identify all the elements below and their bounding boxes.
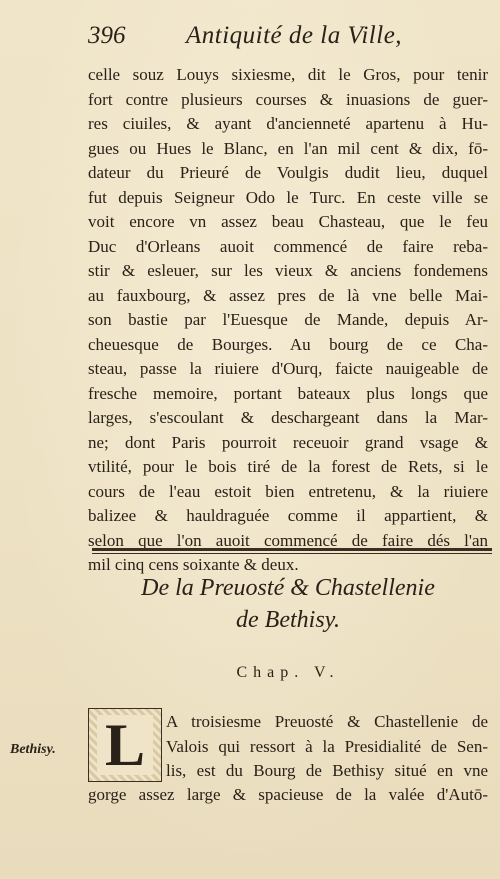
running-head bbox=[88, 22, 488, 62]
text-line: steau, passe la riuiere d'Ourq, faicte nauigeable de bbox=[88, 359, 488, 378]
text-line: vtilité, pour le bois tiré de la forest de Rets, si le bbox=[88, 457, 488, 476]
ornamental-initial-letter: L bbox=[97, 715, 153, 775]
text-line: son bastie par l'Euesque de Mande, depuis Ar- bbox=[88, 310, 488, 329]
text-line: gorge assez large & spacieuse de la valée d'Autō- bbox=[88, 785, 488, 804]
running-title: Antiquité de la Ville, bbox=[186, 22, 403, 49]
text-line: fresche memoire, portant bateaux plus longs que bbox=[88, 383, 488, 403]
text-line: celle souz Louys sixiesme, dit le Gros, pour tenir bbox=[88, 65, 488, 84]
text-line: Valois qui ressort à la Presidialité de Sen- bbox=[166, 736, 488, 756]
text-line: dateur du Prieuré de Voulgis dudit lieu, duquel bbox=[88, 163, 488, 182]
text-line: res ciuiles, & ayant d'ancienneté apartenu à Hu- bbox=[88, 114, 488, 133]
text-line: Duc d'Orleans auoit commencé de faire reba- bbox=[88, 236, 488, 256]
text-line: larges, s'escoulant & deschargeant dans la Mar- bbox=[88, 408, 488, 427]
text-line: ne; dont Paris pourroit receuoir grand vsage & bbox=[88, 432, 488, 452]
text-line: stir & esleuer, sur les vieux & anciens fondemens bbox=[88, 261, 488, 280]
margin-note: Bethisy. bbox=[10, 742, 56, 757]
section-heading bbox=[88, 572, 488, 636]
text-line: voit encore vn assez beau Chasteau, que le feu bbox=[88, 212, 488, 231]
chapter-text bbox=[166, 710, 488, 784]
ornamental-initial bbox=[88, 708, 162, 782]
section-heading-line: de Bethisy. bbox=[236, 607, 340, 633]
text-line: lis, est du Bourg de Bethisy situé en vne bbox=[166, 761, 488, 780]
text-line: mil cinq cens soixante & deux. bbox=[88, 555, 299, 574]
body-text bbox=[88, 63, 488, 578]
text-line: fort contre plusieurs courses & inuasions de guer- bbox=[88, 89, 488, 109]
text-line: cours de l'eau estoit bien entretenu, & la riuiere bbox=[88, 481, 488, 501]
text-line: selon que l'on auoit commencé de faire dés l'an bbox=[88, 530, 488, 550]
text-line: A troisiesme Preuosté & Chastellenie de bbox=[166, 712, 488, 731]
chapter-text-continued bbox=[88, 783, 488, 808]
section-divider-thin bbox=[92, 553, 492, 554]
text-line: fut depuis Seigneur Odo le Turc. En ceste ville se bbox=[88, 187, 488, 207]
text-line: balizee & hauldraguée comme il appartient, & bbox=[88, 506, 488, 525]
text-line: gues ou Hues le Blanc, en l'an mil cent & dix, fō- bbox=[88, 138, 488, 158]
text-line: cheuesque de Bourges. Au bourg de ce Cha- bbox=[88, 334, 488, 354]
section-heading-line: De la Preuosté & Chastellenie bbox=[141, 575, 435, 601]
chapter-label: Chap. V. bbox=[236, 664, 340, 681]
section-divider bbox=[92, 548, 492, 551]
text-line: au fauxbourg, & assez pres de là vne belle Mai- bbox=[88, 285, 488, 305]
page-number: 396 bbox=[88, 22, 126, 49]
